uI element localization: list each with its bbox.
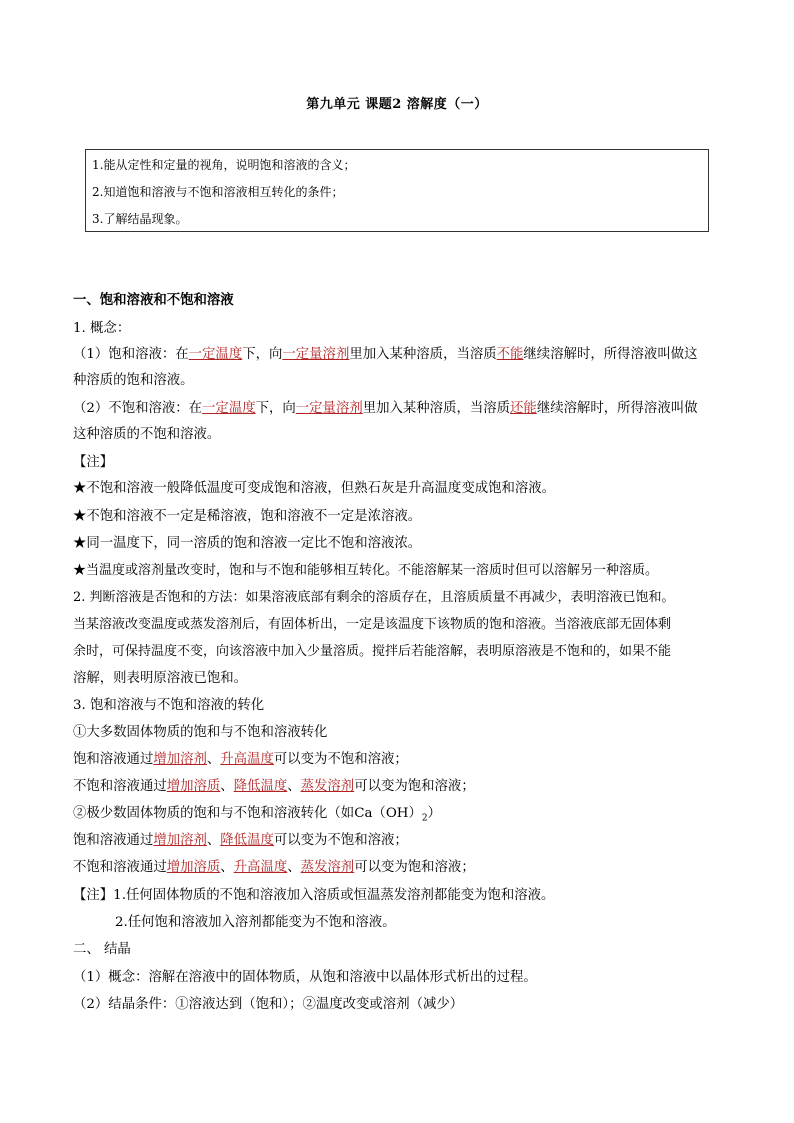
objective-item: 2.知道饱和溶液与不饱和溶液相互转化的条件；	[92, 185, 344, 199]
page-title: 第九单元 课题2 溶解度（一）	[306, 97, 488, 112]
key-term: 一定量溶剂	[295, 401, 363, 416]
key-term: 升高温度	[233, 860, 288, 875]
text: 可以变为饱和溶液；	[354, 779, 475, 794]
few-solids-rule-1	[73, 829, 408, 848]
text: 里加入某种溶质，当溶质	[349, 347, 497, 362]
judge-method: 余时，可保持温度不变，向该溶液中加入少量溶质。搅拌后若能溶解，表明原溶液是不饱和的，如果不能	[73, 644, 672, 659]
text: 、	[220, 779, 234, 794]
concept-label: 1. 概念：	[73, 321, 131, 336]
key-term: 还能	[510, 401, 537, 416]
unsaturated-definition-cont: 这种溶质的不饱和溶液。	[73, 427, 221, 442]
text: 不饱和溶液通过	[73, 860, 167, 875]
text: 下，向	[242, 347, 283, 362]
text: 里加入某种溶质，当溶质	[362, 401, 511, 416]
key-term: 升高温度	[220, 752, 274, 767]
note2-item: 2.任何饱和溶液加入溶剂都能变为不饱和溶液。	[115, 915, 396, 930]
text: 可以变为不饱和溶液；	[273, 752, 408, 767]
key-term: 增加溶剂	[153, 833, 207, 848]
text: 可以变为饱和溶液；	[354, 860, 475, 875]
section2-heading: 二、 结晶	[73, 942, 131, 957]
few-solids-label	[73, 802, 441, 824]
judge-method: 溶解，则表明原溶液已饱和。	[73, 671, 248, 686]
unsaturated-definition	[73, 397, 698, 416]
note2-label: 【注】	[73, 888, 114, 903]
key-term: 一定量溶剂	[282, 347, 350, 362]
text: 、	[287, 779, 301, 794]
objective-item: 3.了解结晶现象。	[92, 212, 188, 226]
key-term: 蒸发溶剂	[300, 779, 355, 794]
text: （1）饱和溶液：在	[73, 347, 189, 362]
few-solids-rule-2	[73, 856, 475, 875]
note-item: ★不饱和溶液不一定是稀溶液，饱和溶液不一定是浓溶液。	[73, 509, 422, 524]
text: 、	[206, 752, 221, 767]
objective-item: 1.能从定性和定量的视角，说明饱和溶液的含义；	[92, 158, 356, 172]
most-solids-rule-1	[73, 748, 408, 767]
text: ②极少数固体物质的饱和与不饱和溶液转化（如Ca（OH）	[73, 806, 422, 821]
saturated-definition-cont: 种溶质的饱和溶液。	[73, 373, 194, 388]
text: 、	[287, 860, 301, 875]
key-term: 不能	[496, 347, 524, 362]
key-term: 一定温度	[188, 347, 243, 362]
section1-heading: 一、饱和溶液和不饱和溶液	[73, 292, 234, 308]
text: 1.任何固体物质的不饱和溶液加入溶质或恒温蒸发溶剂都能变为饱和溶液。	[113, 888, 555, 903]
judge-method: 2. 判断溶液是否饱和的方法：如果溶液底部有剩余的溶质存在，且溶质质量不再减少，表明溶液已饱和。	[73, 590, 675, 605]
note-item: ★当温度或溶剂量改变时，饱和与不饱和能够相互转化。不能溶解某一溶质时但可以溶解另一种溶质。	[73, 563, 659, 578]
key-term: 一定温度	[202, 401, 256, 416]
key-term: 增加溶质	[166, 779, 221, 794]
key-term: 增加溶剂	[153, 752, 207, 767]
text: （2）不饱和溶液：在	[73, 401, 203, 416]
key-term: 降低温度	[220, 833, 274, 848]
note2	[73, 884, 554, 903]
text: ）	[427, 806, 441, 821]
note-label: 【注】	[73, 455, 114, 470]
text: 继续溶解时，所得溶液叫做这	[523, 347, 698, 362]
key-term: 增加溶质	[166, 860, 221, 875]
text: 继续溶解时，所得溶液叫做	[536, 401, 698, 416]
crystallization-conditions: （2）结晶条件：①溶液达到（饱和）；②温度改变或溶剂（减少）	[73, 997, 464, 1012]
text: 饱和溶液通过	[73, 752, 154, 767]
judge-method: 当某溶液改变温度或蒸发溶剂后，有固体析出，一定是该温度下该物质的饱和溶液。当溶液底部无固体剩	[73, 617, 672, 632]
key-term: 蒸发溶剂	[300, 860, 355, 875]
learning-objectives-box	[85, 149, 709, 232]
most-solids-label: ①大多数固体物质的饱和与不饱和溶液转化	[73, 725, 328, 740]
text: 、	[206, 833, 221, 848]
text: 不饱和溶液通过	[73, 779, 167, 794]
saturated-definition	[73, 343, 698, 362]
key-term: 降低温度	[233, 779, 288, 794]
text: 、	[220, 860, 234, 875]
convert-heading: 3. 饱和溶液与不饱和溶液的转化	[73, 698, 265, 713]
subscript: 2	[421, 813, 428, 824]
note-item: ★同一温度下，同一溶质的饱和溶液一定比不饱和溶液浓。	[73, 536, 422, 551]
note-item: ★不饱和溶液一般降低温度可变成饱和溶液，但熟石灰是升高温度变成饱和溶液。	[73, 481, 556, 496]
crystallization-concept: （1）概念：溶解在溶液中的固体物质，从饱和溶液中以晶体形式析出的过程。	[73, 970, 537, 985]
text: 可以变为不饱和溶液；	[273, 833, 408, 848]
text: 饱和溶液通过	[73, 833, 154, 848]
text: 下，向	[255, 401, 296, 416]
most-solids-rule-2	[73, 775, 475, 794]
